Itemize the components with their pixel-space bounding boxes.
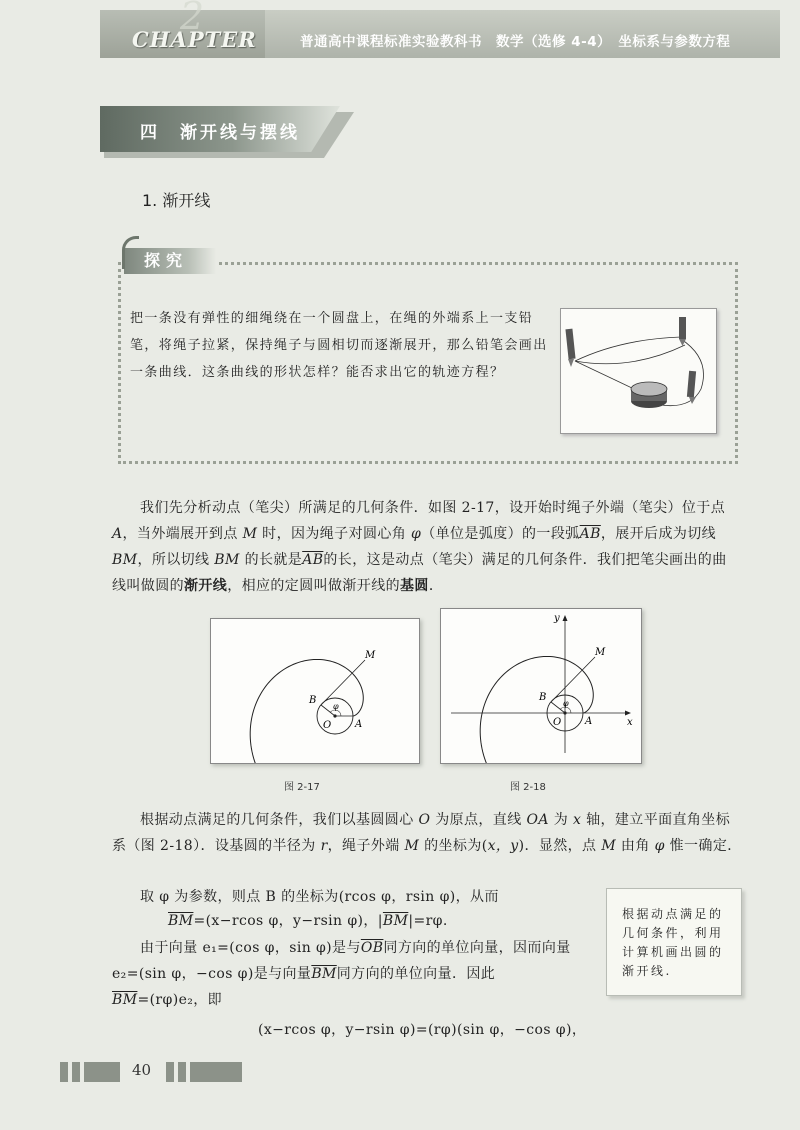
explore-label: 探究 [144,251,189,270]
term-base-circle: 基圆 [400,578,429,594]
footer-bar [84,1062,120,1082]
page-number: 40 [132,1061,152,1079]
label-A: A [355,719,363,730]
footer-bar [178,1062,186,1082]
figure-2-17 [210,618,420,764]
term-involute: 渐开线 [184,578,228,594]
explore-text: 把一条没有弹性的细绳绕在一个圆盘上，在绳的外端系上一支铅笔，将绳子拉紧，保持绳子与圆相切而逐渐展开，那么铅笔会画出一条曲线．这条曲线的形状怎样？能否求出它的轨迹方程？ [130,311,548,380]
chapter-label: CHAPTER [132,27,257,52]
figure-2-17-caption: 图 2-17 [284,782,320,793]
label-B: B [309,695,317,706]
footer-bar [166,1062,174,1082]
unit-vector-paragraph: 由于向量 e₁=(cos φ，sin φ)是与$\overline{OB}$同方向的单位向量，因而向量 e₂=(sin φ，−cos φ)是与向量$\overline{BM}$同方向的单位向量．因此 $\overline{BM}=(r\varphi)e_2$，即 [112,940,571,1008]
label-phi: φ [333,702,339,711]
figure-2-18-caption: 图 2-18 [510,782,546,793]
label-y: y [554,613,560,624]
label-x: x [627,717,633,728]
book-title: 普通高中课程标准实验教科书 数学（选修 4-4） 坐标系与参数方程 [300,34,731,50]
label-phi: φ [563,699,569,708]
vector-bm-line: $\overline{BM}=(x-rcos$ φ，y−rsin φ)，$|\overline{BM}|=r\varphi$. [168,913,448,929]
involute-curve [480,656,593,763]
involute-curve [250,659,363,763]
figure-2-18 [440,608,642,764]
pencil-disc-illustration [560,308,717,434]
label-A: A [585,716,593,727]
section-title: 四 渐开线与摆线 [140,123,300,143]
footer-bar [190,1062,242,1082]
label-M: M [595,647,606,658]
label-B: B [539,692,547,703]
label-O: O [323,720,332,731]
body-paragraph-1: 我们先分析动点（笔尖）所满足的几何条件．如图 2-17，设开始时绳子外端（笔尖）位于点 A，当外端展开到点 M 时，因为绳子对圆心角 φ（单位是弧度）的一段弧$\overline{AB}$，展开后成为切线 BM，所以切线 BM 的长就是$\overline{AB}$的长，这是动点（笔尖）满足的几何条件．我们把笔尖画出的曲线叫做圆的渐开线，相应的定圆叫做渐开线的基圆． [112,500,727,594]
param-line: 取 φ 为参数，则点 B 的坐标为(rcos φ，rsin φ)，从而 [140,889,499,905]
explore-tag-curl-icon [122,236,139,269]
side-note-text: 根据动点满足的几何条件，利用计算机画出圆的渐开线. [622,907,724,978]
body-paragraph-2: 根据动点满足的几何条件，我们以基圆圆心 O 为原点，直线 OA 为 x 轴，建立平面直角坐标系（图 2-18）．设基圆的半径为 r，绳子外端 M 的坐标为(x，y)．显然，点 M 由角 φ 惟一确定． [112,812,742,854]
footer-bar [60,1062,68,1082]
label-M: M [365,650,376,661]
footer-bar [72,1062,80,1082]
chapter-number: 2 [180,0,205,38]
subsection-title: 1. 渐开线 [142,191,211,210]
parametric-formula: (x−rcos φ，y−rsin φ)=(rφ)(sin φ，−cos φ)， [258,1022,587,1038]
label-O: O [553,717,562,728]
